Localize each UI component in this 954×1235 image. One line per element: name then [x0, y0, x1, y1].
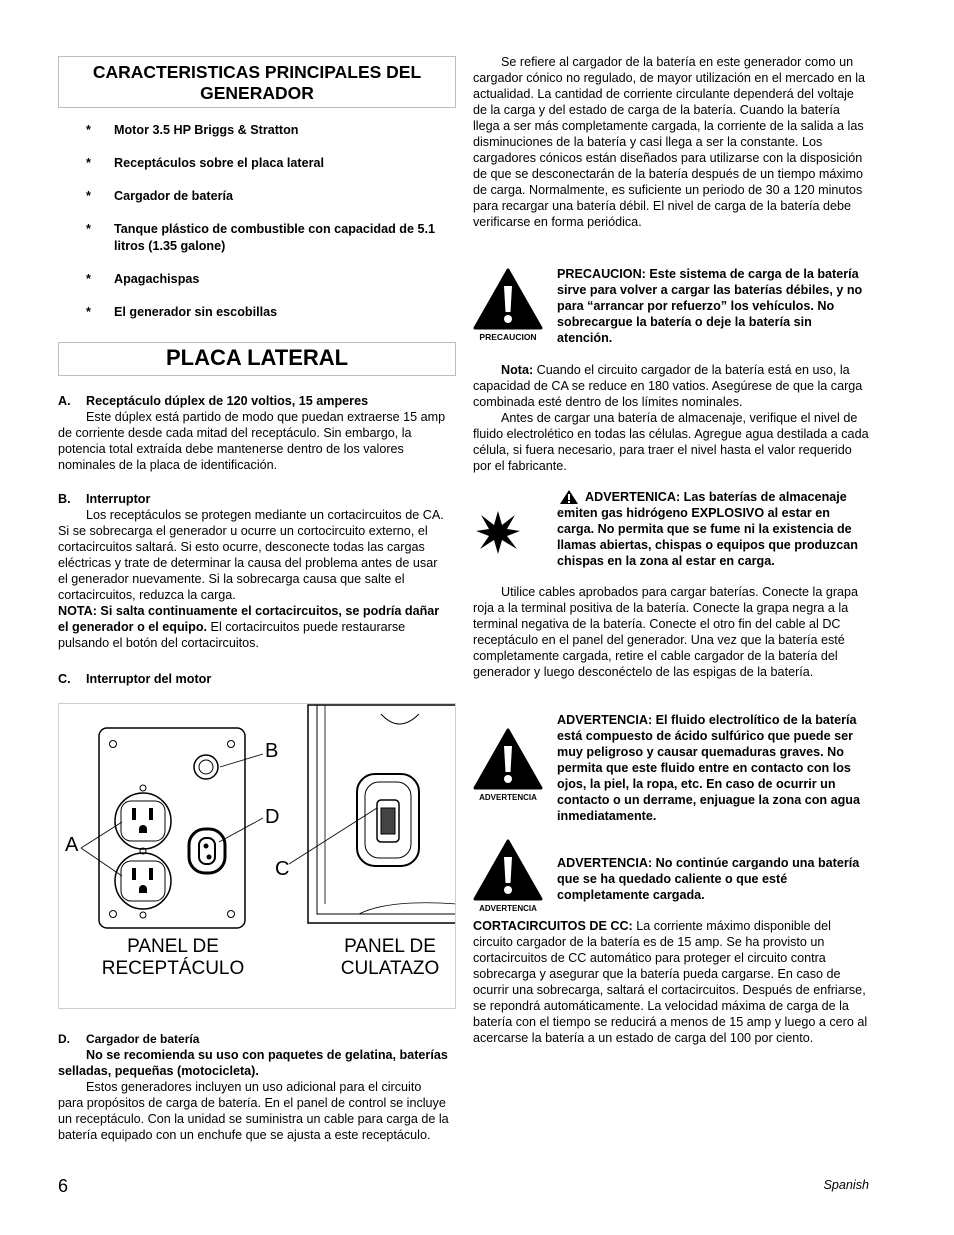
note-paragraph: Nota: Cuando el circuito cargador de la batería está en uso, la capacidad de CA se reduce en 180 vatios. Asegúrese de que la carga combinada esté dentro de los límites nominales. — [473, 363, 863, 409]
caption-receptaculo: PANEL DE RECEPTÁCULO — [101, 936, 245, 979]
dc-breaker-paragraph: CORTACIRCUITOS DE CC: La corriente máximo disponible del circuito cargador de la batería es de 15 amp. Se ha provisto un cortacircuitos de CC automático para proteger el circuito contra sobrecarga y asegurar que la batería pueda cargarse. En caso de ocurrir una sobrecarga, saltará el cortacircuitos. Después de enfriarse, se repondrá automáticamente. La velocidad máxima de carga de la batería con el tiempo se reducirá a menos de 15 amp y luego a cero al acercarse la batería a un estado de carga del 100 por ciento. — [473, 919, 868, 1045]
feature-item: * Cargador de batería — [86, 189, 233, 203]
svg-text:ADVERTENCIA: ADVERTENCIA — [479, 793, 537, 802]
section-a-body: Este dúplex está partido de modo que puedan extraerse 15 amp de corriente desde cada mitad del receptáculo. Sin embargo, la potencia total extraída debe mantenerse dentro de los valores nominales de la placa de identificación. — [58, 410, 446, 472]
hot-battery-warning-block — [473, 855, 869, 913]
explosion-icon — [475, 509, 521, 555]
section-b-title: B. Interruptor — [58, 492, 151, 506]
feature-item: * Motor 3.5 HP Briggs & Stratton — [86, 123, 299, 137]
cables-block — [473, 584, 869, 680]
acid-warning-block — [473, 712, 869, 824]
section-c — [58, 671, 450, 687]
language-label: Spanish — [823, 1178, 869, 1192]
features-heading: CARACTERISTICAS PRINCIPALES DEL GENERADOR — [58, 56, 456, 108]
precaution-text: PRECAUCION: Este sistema de carga de la batería sirve para volver a cargar las baterías débiles, y no para “arrancar por refuerzo” los vehículos. No sobrecargue la batería o deje la batería sin atención. — [557, 267, 863, 345]
left-column — [58, 56, 456, 337]
label-a: A — [65, 834, 79, 856]
explosive-warning-text: ADVERTENICA: Las baterías de almacenaje emiten gas hidrógeno EXPLOSIVO al estar en carga. No permita que se fume ni la existencia de llamas abiertas, chispas o equipos que produzcan chispas en la zona al estar en carga. — [557, 490, 858, 568]
dc-breaker-block — [473, 918, 869, 1046]
label-d: D — [265, 806, 280, 828]
charger-description: Se refiere al cargador de la batería en este generador como un cargador cónico no regulado, de mayor utilización en el mercado en la actualidad. La cantidad de corriente circulante dependerá del voltaje de la carga y del estado de carga de la batería. Cuando la batería llega a ser más completamente cargada, la corriente de la salida a las disminuciones de la batería y casi llega a ser la constante. Los cargadores cónicos están diseñados para utilizarse con la disposición de que se desconectarán de la batería después de un tiempo máximo de carga. Normalmente, es suficiente un periodo de 30 a 120 minutos para recargar una batería débil. El nivel de carga de la batería debe verificarse en forma periódica. — [473, 55, 866, 229]
caption-culatazo: PANEL DE CULATAZO — [340, 936, 440, 979]
feature-item: * Tanque plástico de combustible con capacidad de 5.1 litros (1.35 galone) — [86, 222, 435, 253]
explosive-warning-block — [473, 489, 869, 569]
label-c: C — [275, 858, 290, 880]
section-d — [58, 1031, 450, 1143]
section-b-note: NOTA: Si salta continuamente el cortacircuitos, se podría dañar el generador o el equipo. El cortacircuitos puede restaurarse pulsando el botón del cortacircuitos. — [58, 604, 440, 650]
note-block — [473, 362, 869, 474]
hot-battery-warning-icon — [473, 839, 543, 915]
section-d-title: D. Cargador de batería — [58, 1032, 200, 1046]
precaution-warning-icon — [473, 268, 543, 344]
acid-warning-text: ADVERTENCIA: El fluido electrolítico de la batería está compuesto de ácido sulfúrico que puede ser muy peligroso y causar quemaduras graves. No permita que este fluido entre en contacto con los ojos, la piel, la ropa, etc. En caso de ocurrir un contacto o un derrame, enjuague la zona con agua inmediatamente. — [557, 713, 861, 823]
acid-warning-icon — [473, 728, 543, 804]
right-intro — [473, 54, 869, 230]
feature-item: * El generador sin escobillas — [86, 305, 278, 319]
svg-text:PRECAUCION: PRECAUCION — [479, 332, 537, 342]
cables-paragraph: Utilice cables aprobados para cargar baterías. Conecte la grapa roja a la terminal positiva de la batería. Conecte la grapa negra a la terminal negativa de la batería. Conecte el otro fin del cable al DC receptáculo en el panel del generador. Una vez que la batería esté completamente cargada, retire el cable cargador de la batería del generador y luego desconéctelo de las espigas de la batería. — [473, 585, 859, 679]
section-a-title: A. Receptáculo dúplex de 120 voltios, 15 amperes — [58, 394, 369, 408]
page-number: 6 — [58, 1176, 69, 1196]
svg-text:ADVERTENCIA: ADVERTENCIA — [479, 904, 537, 913]
panel-figure — [58, 703, 456, 1009]
section-a — [58, 393, 450, 473]
precaution-block — [473, 266, 869, 346]
feature-item: * Receptáculos sobre el placa lateral — [86, 156, 324, 170]
electrolyte-paragraph: Antes de cargar una batería de almacenaje, verifique el nivel de fluido electrolético en todas las células. Agregue agua destilada a cada célula, si fuera necesario, para traer el nivel hasta el valor requerido por el fabricante. — [473, 411, 869, 473]
features-list — [58, 122, 456, 321]
culatazo-panel — [289, 705, 456, 923]
dc-receptacle — [189, 829, 225, 873]
label-b: B — [265, 740, 279, 762]
feature-item: * Apagachispas — [86, 272, 200, 286]
section-c-title: C. Interruptor del motor — [58, 672, 212, 686]
section-b-body: Los receptáculos se protegen mediante un cortacircuitos de CA. Si se sobrecarga el generador u ocurre un cortocircuito externo, el cortacircuitos saltará. Si esto ocurre, desconecte todas las cargas eléctricas y trate de determinar la causa del problema antes de usar el generador nuevamente. Si la sobrecarga causa que salte el cortacircuitos, reduzca la carga. — [58, 508, 444, 602]
placa-lateral-heading: PLACA LATERAL — [58, 342, 456, 376]
section-d-body: Estos generadores incluyen un uso adicional para el circuito para propósitos de carga de batería. En el panel de control se incluye un receptáculo. Con la unidad se suministra un cable para carga de la batería equipado con un enchufe que se ajusta a este receptáculo. — [58, 1080, 449, 1142]
section-b — [58, 491, 450, 651]
section-d-warning: No se recomienda su uso con paquetes de gelatina, baterías selladas, pequeñas (motocicleta). — [58, 1048, 448, 1078]
small-warning-icon — [559, 489, 579, 505]
hot-battery-warning-text: ADVERTENCIA: No continúe cargando una batería que se ha quedado caliente o que esté completamente cargada. — [557, 856, 860, 902]
